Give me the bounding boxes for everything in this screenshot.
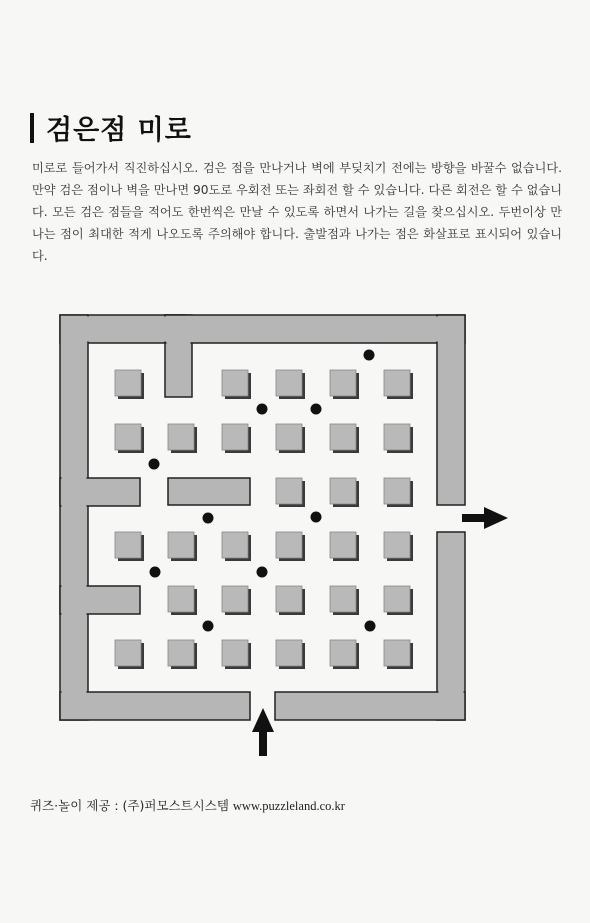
- maze-inner-wall: [168, 478, 250, 505]
- maze-block: [276, 424, 302, 450]
- maze-block: [330, 586, 356, 612]
- entrance-arrow: [252, 708, 274, 756]
- maze-wall-fill: [439, 317, 464, 504]
- maze-dot: [149, 459, 160, 470]
- maze-block: [384, 532, 410, 558]
- maze-block: [384, 586, 410, 612]
- maze-dot: [257, 404, 268, 415]
- maze-wall-fill: [439, 534, 464, 719]
- maze-block: [384, 424, 410, 450]
- maze-block: [384, 640, 410, 666]
- maze-block: [330, 478, 356, 504]
- maze-wall-fill: [277, 694, 464, 719]
- credit-line: [30, 796, 345, 814]
- exit-arrow: [462, 507, 508, 529]
- maze-block: [276, 478, 302, 504]
- maze-block: [384, 478, 410, 504]
- maze-wall-fill: [62, 588, 139, 613]
- maze-dot: [311, 404, 322, 415]
- maze-block: [115, 424, 141, 450]
- maze-wall-fill: [62, 480, 139, 505]
- instructions-text: 미로로 들어가서 직진하십시오. 검은 점을 만나거나 벽에 부딪치기 전에는 방향을 바꿀수 없습니다. 만약 검은 점이나 벽을 만나면 90도로 우회전 또는 좌회전 할 수 있습니다. 다른 회전은 할 수 없습니다. 모든 검은 점들을 적어도 한번씩은 만날 수 있도록 하면서 나가는 길을 찾으십시오. 두번이상 만나는 점이 최대한 적게 나오도록 주의해야 합니다. 출발점과 나가는 점은 화살표로 표시되어 있습니다.: [32, 161, 562, 263]
- maze-wall-fill: [167, 317, 464, 342]
- maze-dot: [203, 621, 214, 632]
- maze-block: [330, 424, 356, 450]
- maze-block: [168, 640, 194, 666]
- credit-label: 퀴즈·놀이 제공 : (주)퍼모스트시스템: [30, 798, 229, 813]
- maze-block: [384, 370, 410, 396]
- maze-block: [222, 640, 248, 666]
- maze-block: [115, 640, 141, 666]
- maze-block: [276, 370, 302, 396]
- maze-block: [168, 532, 194, 558]
- maze-block: [222, 370, 248, 396]
- maze-block: [330, 532, 356, 558]
- maze-block: [222, 586, 248, 612]
- maze-dot: [365, 621, 376, 632]
- maze-block: [276, 640, 302, 666]
- maze-block: [330, 640, 356, 666]
- credit-url[interactable]: www.puzzleland.co.kr: [232, 799, 345, 813]
- maze-block: [276, 586, 302, 612]
- maze-block: [115, 532, 141, 558]
- maze-dot: [364, 350, 375, 361]
- maze-block: [222, 424, 248, 450]
- maze-block: [168, 586, 194, 612]
- maze-block: [276, 532, 302, 558]
- page-title: 검은점 미로: [46, 115, 192, 146]
- maze-block: [330, 370, 356, 396]
- maze-block: [115, 370, 141, 396]
- maze-dot: [257, 567, 268, 578]
- maze-dot: [311, 512, 322, 523]
- maze-wall-fill: [62, 317, 87, 719]
- maze-dot: [203, 513, 214, 524]
- maze-block: [168, 424, 194, 450]
- maze-wall-fill: [62, 694, 249, 719]
- maze-block: [222, 532, 248, 558]
- maze-dot: [150, 567, 161, 578]
